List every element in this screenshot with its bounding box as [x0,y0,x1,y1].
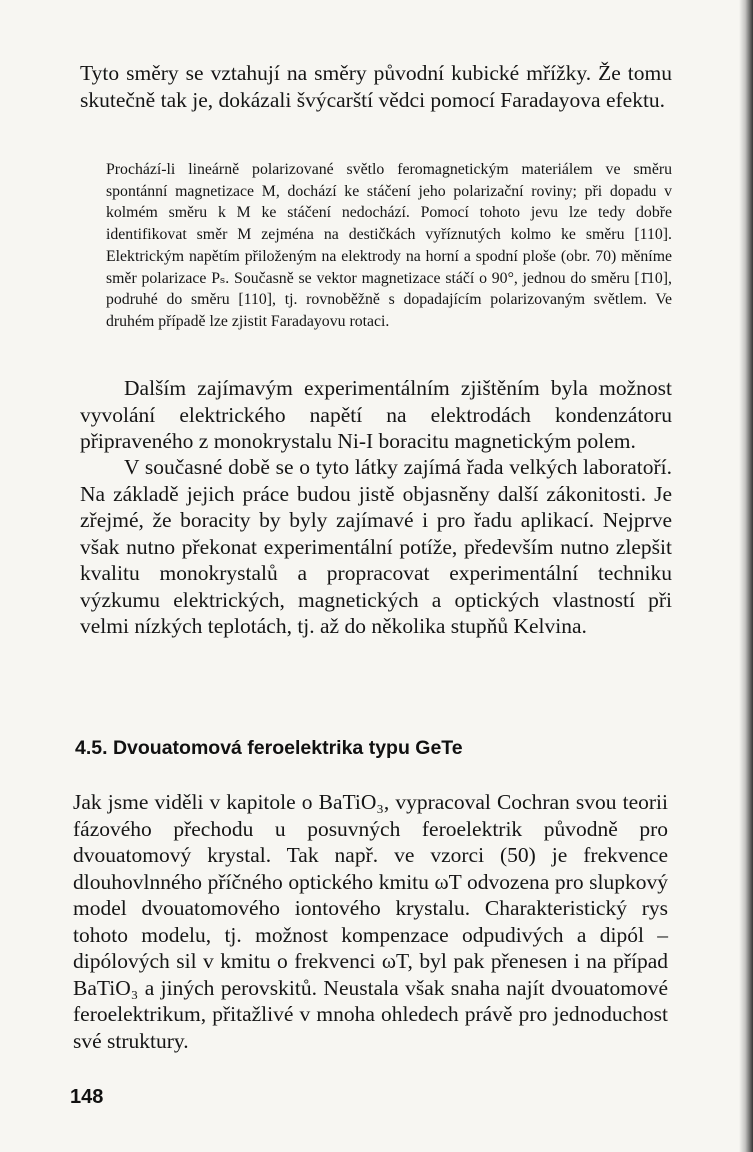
section-heading: 4.5. Dvouatomová feroelektrika typu GeTe [75,737,463,759]
laboratories-paragraph: V současné době se o tyto látky zajímá řada velkých laboratoří. Na základě jejich práce budou jistě objasněny další zákonitosti. Je zřejmé, že boracity by byly zajímavé i pro řadu aplikací. Nejprve však nutno překonat experimentální potíže, především nutno zlepšit kvalitu monokrystalů a propracovat experimentální techniku výzkumu elektrických, magnetických a optických vlastností při velmi nízkých teplotách, tj. až do několika stupňů Kelvina. [80,455,672,638]
intro-paragraph: Tyto směry se vztahují na směry původní kubické mřížky. Že tomu skutečně tak je, dokázali švýcarští vědci pomocí Faradayova efektu. [80,61,672,112]
page-number: 148 [70,1086,104,1108]
page-edge-shadow [739,0,753,1152]
experiment-paragraph: Dalším zajímavým experimentálním zjištěním byla možnost vyvolání elektrického napětí na elektrodách kondenzátoru připraveného z monokrystalu Ni-I boracitu magnetickým polem. [80,376,672,453]
cochran-paragraph: Jak jsme viděli v kapitole o BaTiO₃, vypracoval Cochran svou teorii fázového přechodu u posuvných feroelektrik původně pro dvouatomový krystal. Tak např. ve vzorci (50) je frekvence dlouhovlnného příčného optického kmitu ωT odvozena pro slupkový model dvouatomového iontového krystalu. Charakteristický rys tohoto modelu, tj. možnost kompenzace odpudivých a dipól – dipólových sil v kmitu o frekvenci ωT, byl pak přenesen i na případ BaTiO₃ a jiných perovskitů. Neustala však snaha najít dvouatomové feroelektrikum, přitažlivé v mnoha ohledech právě pro jednoduchost své struktury. [73,790,668,1053]
faraday-note-paragraph: Prochází-li lineárně polarizované světlo feromagnetickým materiálem ve směru spontánní magnetizace M, dochází ke stáčení jeho polarizační roviny; při dopadu v kolmém směru k M ke stáčení nedochází. Pomocí tohoto jevu lze tedy dobře identifikovat směr M zejména na destičkách vyříznutých kolmo ke směru [110]. Elektrickým napětím přiloženým na elektrody na horní a spodní ploše (obr. 70) měníme směr polarizace Pₛ. Současně se vektor magnetizace stáčí o 90°, jednou do směru [1̄10], podruhé do směru [110], tj. rovnoběžně s dopadajícím polarizovaným světlem. Ve druhém případě lze zjistit Faradayovu rotaci. [106,161,672,330]
